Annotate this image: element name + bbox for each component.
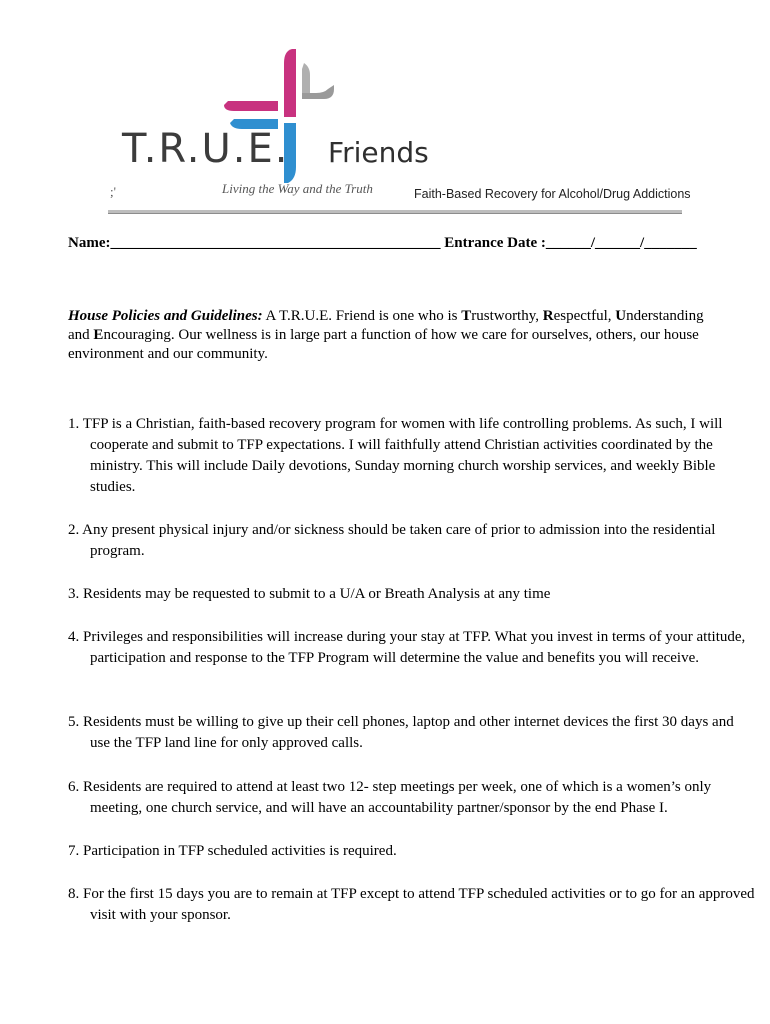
stray-mark: ;' <box>110 184 116 199</box>
entrance-date-field[interactable]: ______/______/_______ <box>545 235 697 251</box>
logo <box>110 40 440 210</box>
policy-item-1: 1. TFP is a Christian, faith-based recovery program for women with life controlling problems. As such, I will cooperate and submit to TFP expectations. I will faithfully attend Christian activities coordinated by the ministry. This will include Daily devotions, Sunday morning church worship services, and weekly Bible studies. <box>68 416 723 495</box>
intro-text: ncouraging. Our wellness is in large part a function of how we care for ourselves, others, our house environment and our community. <box>68 327 699 362</box>
acronym-e: E <box>93 327 104 343</box>
intro-text: A T.R.U.E. Friend is one who is <box>262 308 462 324</box>
intro-text: nderstanding and <box>68 308 704 343</box>
acronym-u: U <box>615 308 627 324</box>
policy-item-8: 8. For the first 15 days you are to remain at TFP except to attend TFP scheduled activities or to go for an approved visit with your sponsor. <box>68 886 755 923</box>
policy-item-2: 2. Any present physical injury and/or sickness should be taken care of prior to admission into the residential program. <box>68 522 716 559</box>
entrance-date-label: Entrance Date : <box>444 235 546 251</box>
acronym-t: T <box>461 308 472 324</box>
header-divider <box>108 210 682 214</box>
name-label: Name: <box>68 235 111 251</box>
intro-paragraph <box>68 307 728 364</box>
policy-item-3: 3. Residents may be requested to submit to a U/A or Breath Analysis at any time <box>68 586 551 602</box>
intro-heading: House Policies and Guidelines: <box>68 308 263 324</box>
policy-item-7: 7. Participation in TFP scheduled activities is required. <box>68 843 397 859</box>
acronym-r: R <box>542 308 554 324</box>
name-date-row <box>68 235 697 252</box>
logo-friends: Friends <box>328 136 429 169</box>
logo-tagline: Living the Way and the Truth <box>222 181 373 196</box>
intro-text: rustworthy, <box>471 308 543 324</box>
subtitle: Faith-Based Recovery for Alcohol/Drug Addictions <box>414 187 691 201</box>
intro-text: espectful, <box>553 308 616 324</box>
name-field[interactable]: ____________________________________________ <box>110 235 441 251</box>
policy-item-5: 5. Residents must be willing to give up their cell phones, laptop and other internet devices the first 30 days and use the TFP land line for only approved calls. <box>68 714 734 751</box>
logo-title: T.R.U.E. <box>122 126 290 172</box>
policy-item-6: 6. Residents are required to attend at least two 12- step meetings per week, one of which is a women’s only meeting, one church service, and will have an accountability partner/sponsor by the end Phase I. <box>68 779 712 816</box>
policy-item-4: 4. Privileges and responsibilities will increase during your stay at TFP. What you invest in terms of your attitude, participation and response to the TFP Program will determine the value and benefits you will receive. <box>68 629 746 666</box>
